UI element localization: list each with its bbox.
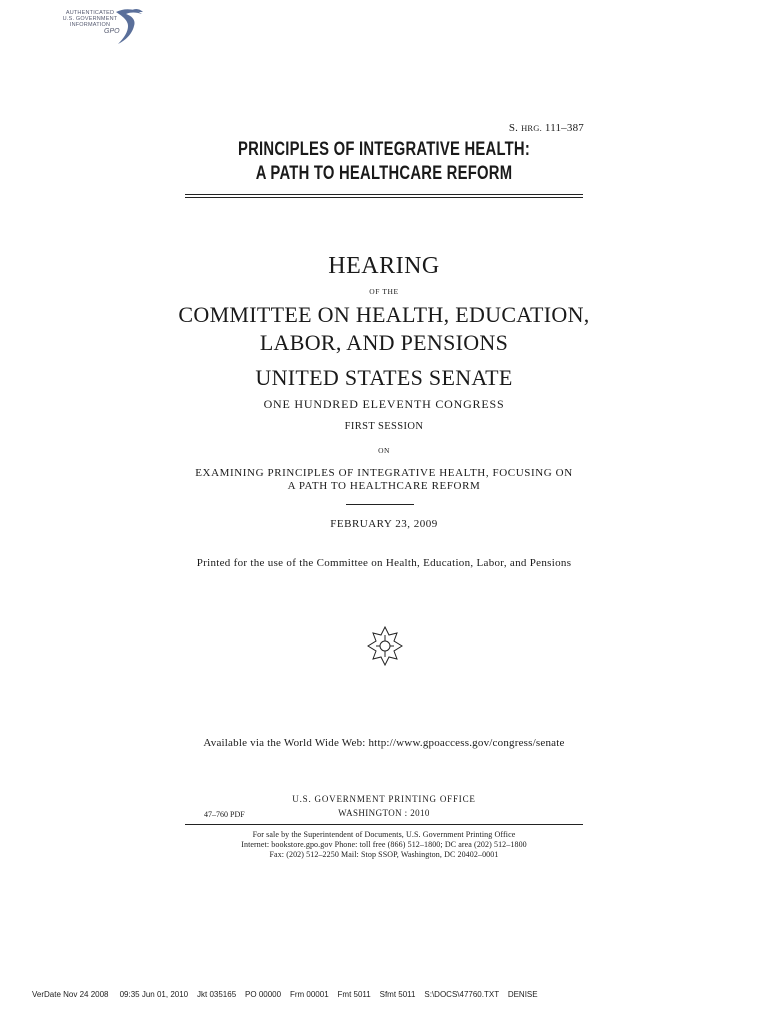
sale-line-1: For sale by the Superintendent of Documents, U.S. Government Printing Office xyxy=(252,830,516,839)
seal-line-1: AUTHENTICATED xyxy=(65,10,115,16)
hearing-number xyxy=(509,122,584,134)
committee-line-1: COMMITTEE ON HEALTH, EDUCATION, xyxy=(178,302,590,327)
sale-divider xyxy=(185,824,583,825)
flower-ornament-icon xyxy=(366,625,404,667)
of-the-label: OF THE xyxy=(369,287,399,296)
gpo-authentication-seal xyxy=(58,6,148,48)
verdate-footer: VerDate Nov 24 2008 09:35 Jun 01, 2010 Jkt 035165 PO 00000 Frm 00001 Fmt 5011 Sfmt 5011 S:\DOCS\47760.TXT DENISE xyxy=(32,990,538,999)
title-rule-top xyxy=(185,194,583,195)
sale-line-2: Internet: bookstore.gpo.gov Phone: toll free (866) 512–1800; DC area (202) 512–1800 xyxy=(241,840,527,849)
hearing-number-prefix: S. xyxy=(508,122,522,134)
seal-line-3: INFORMATION xyxy=(69,22,111,28)
hearing-date: FEBRUARY 23, 2009 xyxy=(330,518,438,530)
pdf-number: 47–760 PDF xyxy=(204,810,245,819)
title-line-2: A PATH TO HEALTHCARE REFORM xyxy=(255,163,513,184)
eagle-icon xyxy=(110,6,146,48)
on-label: ON xyxy=(378,446,390,455)
printed-for-note: Printed for the use of the Committee on Health, Education, Labor, and Pensions xyxy=(196,557,572,569)
printing-office-label: U.S. GOVERNMENT PRINTING OFFICE xyxy=(292,794,476,804)
congress-label: ONE HUNDRED ELEVENTH CONGRESS xyxy=(263,397,505,411)
committee-line-2: LABOR, AND PENSIONS xyxy=(259,330,509,355)
title-rule-bottom xyxy=(185,197,583,198)
session-label: FIRST SESSION xyxy=(344,421,424,432)
web-availability-note: Available via the World Wide Web: http://www.gpoaccess.gov/congress/senate xyxy=(203,737,565,749)
senate-heading: UNITED STATES SENATE xyxy=(255,365,513,390)
hearing-number-hrg: HRG. xyxy=(521,123,542,133)
short-divider xyxy=(346,504,414,505)
title-line-1: PRINCIPLES OF INTEGRATIVE HEALTH: xyxy=(237,139,531,160)
washington-year: WASHINGTON : 2010 xyxy=(338,808,430,818)
hearing-heading: HEARING xyxy=(328,253,440,279)
hearing-number-value: 111–387 xyxy=(541,122,584,134)
subject-line-2: A PATH TO HEALTHCARE REFORM xyxy=(287,480,481,492)
sale-line-3: Fax: (202) 512–2250 Mail: Stop SSOP, Washington, DC 20402–0001 xyxy=(269,850,499,859)
subject-line-1: EXAMINING PRINCIPLES OF INTEGRATIVE HEALTH, FOCUSING ON xyxy=(195,467,573,479)
seal-line-2: U.S. GOVERNMENT xyxy=(62,16,118,22)
seal-gpo-text: GPO xyxy=(104,28,120,35)
